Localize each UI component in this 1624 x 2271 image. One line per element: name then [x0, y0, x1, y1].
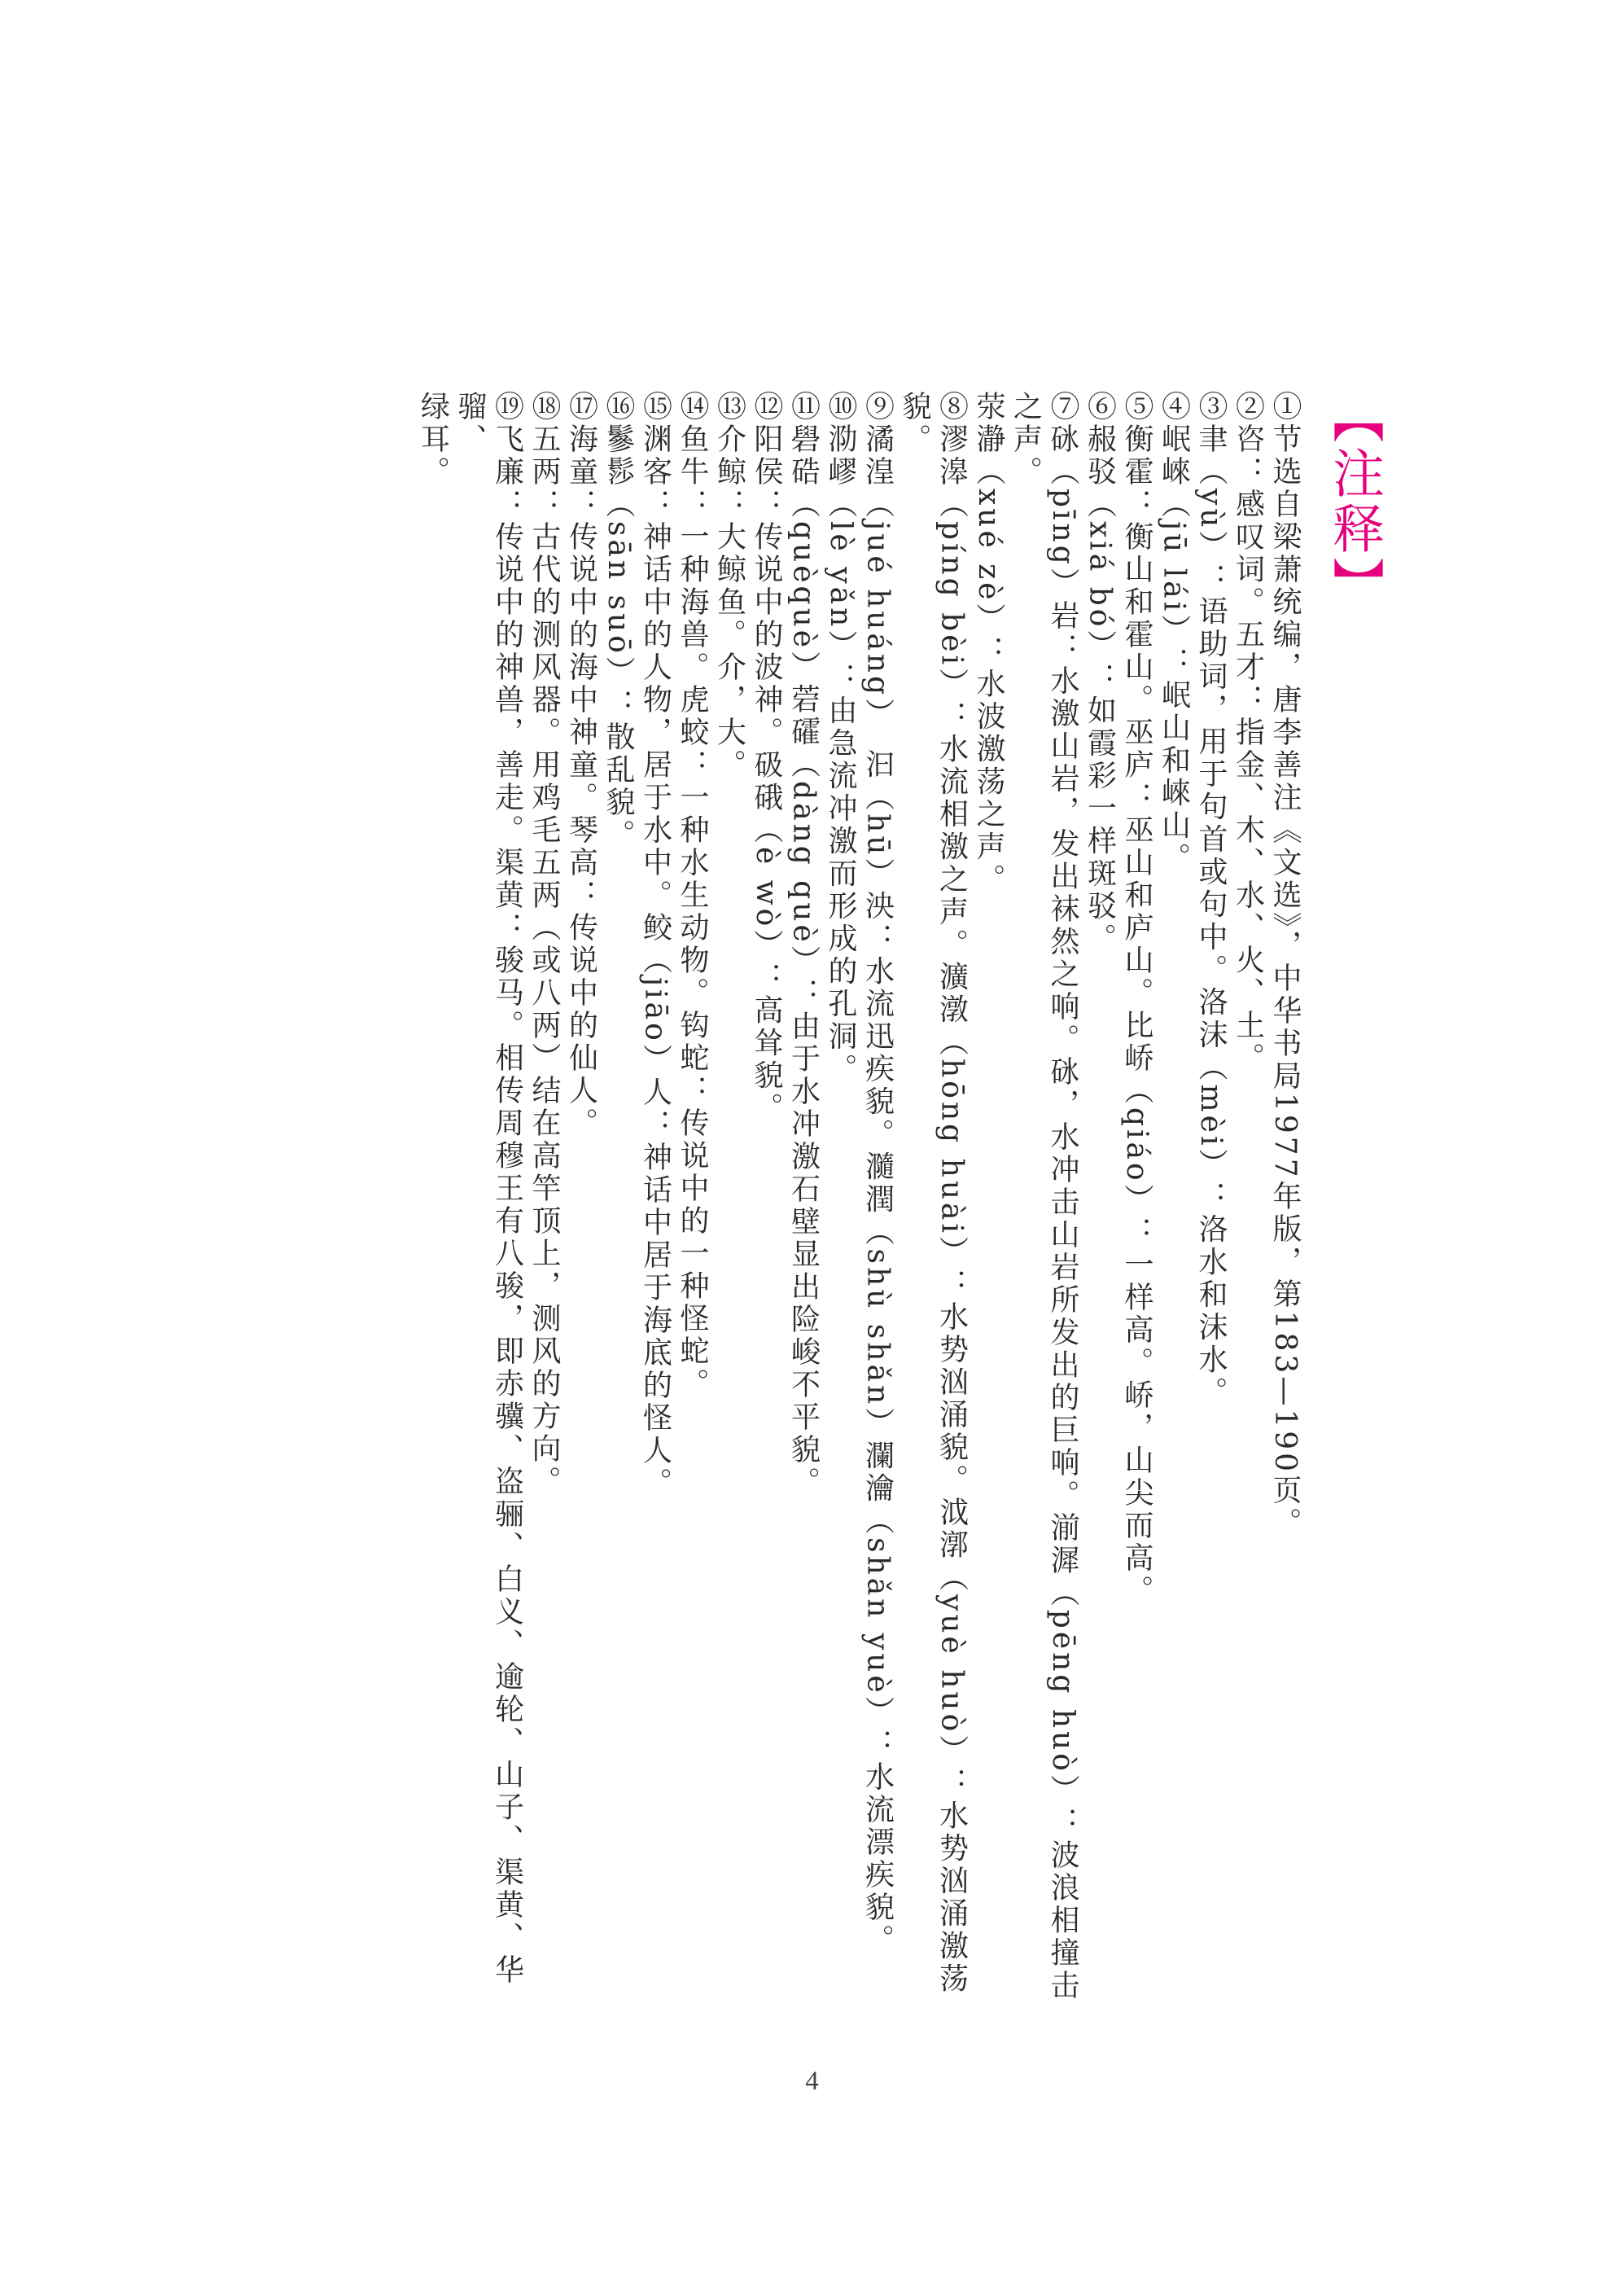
note-10: ⑩泐嵺（lè yǎn）：由急流冲激而形成的孔洞。: [824, 391, 857, 1086]
note-3: ③聿（yù）：语助词，用于句首或句中。洛沫（mèi）：洛水和沫水。: [1194, 391, 1228, 1410]
note-19-continued: 绿耳。: [416, 391, 450, 489]
note-14: ⑭鱼牛：一种海兽。虎蛟：一种水生动物。钩蛇：传说中的一种怪蛇。: [676, 391, 709, 1401]
note-4: ④岷崍（jū lái）：岷山和崍山。: [1157, 391, 1191, 875]
notes-block: [414, 391, 1384, 2019]
note-1: ①节选自梁萧统编，唐李善注《文选》，中华书局1977年版，第183—190页。: [1268, 391, 1302, 1541]
note-2: ②咨：感叹词。五才：指金、木、水、火、土。: [1231, 391, 1265, 1075]
note-6: ⑥赧驳（xiá bó）：如霞彩一样斑驳。: [1083, 391, 1117, 956]
note-7: ⑦砯（pīng）岩：水激山岩，发出袜然之响。砯，水冲击山岩所发出的巨响。湔漽（pēng huò）：波浪相撞击之声。: [1009, 391, 1079, 2002]
note-8: ⑧漻滜（píng bèi）：水流相激之声。瀇潡（hōng huài）：水势汹涌貌。泧漷（yuè huò）：水势汹涌激荡貌。: [898, 391, 969, 1996]
note-11: ⑪礐硞（quèquè）菪礭（dàng què）：由于水冲激石壁显出险峻不平貌。: [786, 391, 821, 1499]
note-19: ⑲飞廉：传说中的神兽，善走。渠黄：骏马。相传周穆王有八骏，即赤骥、盗骊、白义、逾轮、山子、渠黄、华骝、: [453, 391, 524, 1987]
note-18: ⑱五两：古代的测风器。用鸡毛五两（或八两）结在高竿顶上，测风的方向。: [527, 391, 561, 1498]
notes-title: 【注释】: [1324, 391, 1384, 612]
note-9: ⑨潏湟（jué huáng） 汩（hū）泱：水流迅疾貌。瀡潤（shù shǎn）瀾瀹（shǎn yuè）：水流漂疾貌。: [860, 391, 895, 1957]
page-number: 4: [805, 2067, 819, 2096]
note-17: ⑰海童：传说中的海中神童。琴高：传说中的仙人。: [564, 391, 598, 1140]
note-12: ⑫阳侯：传说中的波神。砐硪（è wò）：高耸貌。: [750, 391, 783, 1125]
note-16: ⑯鬖髿（sān suō）：散乱貌。: [602, 391, 635, 852]
note-15: ⑮渊客：神话中的人物，居于水中。鲛（jiāo）人：神话中居于海底的怪人。: [638, 391, 672, 1500]
note-13: ⑬介鲸：大鲸鱼。介，大。: [712, 391, 746, 782]
note-5: ⑤衡霍：衡山和霍山。巫庐：巫山和庐山。比峤（qiáo）：一样高。峤，山尖而高。: [1120, 391, 1153, 1607]
note-7-continued: 荥瀞（xué zè）：水波激荡之声。: [972, 391, 1005, 897]
